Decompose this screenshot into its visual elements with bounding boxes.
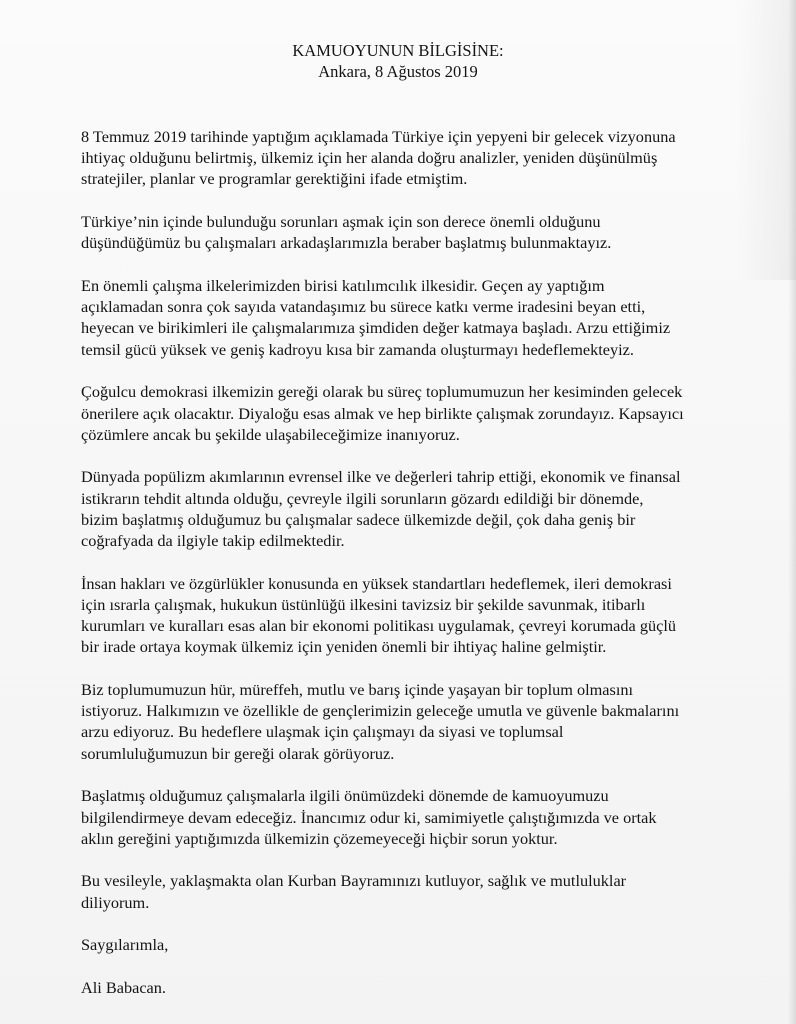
paragraph	[81, 870, 731, 912]
text-line: için ısrarla çalışmak, hukukun üstünlüğü ilkesini tavizsiz bir şekilde savunmak, itibarlı	[81, 594, 646, 614]
text-line: Bu vesileyle, yaklaşmakta olan Kurban Bayramınızı kutluyor, sağlık ve mutluluklar	[81, 871, 627, 891]
page-edge	[788, 0, 796, 1024]
place-date: Ankara, 8 Ağustos 2019	[318, 62, 478, 81]
text-line: stratejiler, planlar ve programlar gerektiğini ifade etmiştim.	[81, 169, 468, 189]
paragraph-list	[81, 126, 731, 913]
text-line: düşündüğümüz bu çalışmaları arkadaşlarımızla beraber başlatmış bulunmaktayız.	[81, 233, 612, 253]
text-line: kurumları ve kuralları esas alan bir ekonomi politikası uygulamak, çevreyi korumada güçlü	[81, 616, 676, 636]
text-line: 8 Temmuz 2019 tarihinde yaptığım açıklamada Türkiye için yepyeni bir gelecek vizyonuna	[81, 127, 676, 146]
letter-body	[81, 126, 731, 998]
text-line: temsil gücü yüksek ve geniş kadroyu kısa bir zamanda oluşturmayı hedeflemekteyiz.	[81, 339, 634, 359]
paragraph	[81, 466, 731, 551]
paragraph	[81, 126, 731, 190]
letter-header	[0, 40, 796, 82]
closing-line: Saygılarımla,	[81, 935, 169, 955]
text-line: arzu ediyoruz. Bu hedeflere ulaşmak için çalışmayı da siyasi ve toplumsal	[81, 722, 564, 742]
paragraph	[81, 785, 731, 849]
text-line: sorumluluğumuzun bir gereği olarak görüyoruz.	[81, 743, 395, 763]
text-line: bizim başlatmış olduğumuz bu çalışmalar sadece ülkemizde değil, çok daha geniş bir	[81, 509, 636, 529]
text-line: açıklamadan sonra çok sayıda vatandaşımız bu sürece katkı verme iradesini beyan etti,	[81, 297, 646, 317]
text-line: istiyoruz. Halkımızın ve özellikle de gençlerimizin geleceğe umutla ve güvenle bakmalarını	[81, 701, 680, 721]
text-line: ihtiyaç olduğunu belirtmiş, ülkemiz için her alanda doğru analizler, yeniden düşünülmüş	[81, 148, 658, 168]
text-line: Türkiye’nin içinde bulunduğu sorunları aşmak için son derece önemli olduğunu	[81, 212, 601, 232]
paragraph	[81, 275, 731, 360]
text-line: Başlatmış olduğumuz çalışmalarla ilgili önümüzdeki dönemde de kamuoyumuzu	[81, 786, 609, 806]
text-line: Dünyada popülizm akımlarının evrensel ilke ve değerleri tahrip ettiği, ekonomik ve finansal	[81, 467, 681, 487]
text-line: önerilere açık olacaktır. Diyaloğu esas almak ve hep birlikte çalışmak zorundayız. Kapsayıcı	[81, 403, 684, 423]
text-line: istikrarın tehdit altında olduğu, çevreyle ilgili sorunların gözardı edildiği bir dönemde,	[81, 488, 644, 508]
text-line: bilgilendirmeye devam edeceğiz. İnancımız odur ki, samimiyetle çalıştığımızda ve ortak	[81, 807, 657, 827]
paragraph	[81, 381, 731, 445]
paragraph	[81, 211, 731, 253]
text-line: çözümlere ancak bu şekilde ulaşabileceğimize inanıyoruz.	[81, 424, 460, 444]
text-line: İnsan hakları ve özgürlükler konusunda en yüksek standartları hedeflemek, ileri demokrasi	[81, 573, 672, 593]
text-line: Biz toplumumuzun hür, müreffeh, mutlu ve barış içinde yaşayan bir toplum olmasını	[81, 680, 634, 700]
signature: Ali Babacan.	[81, 978, 166, 998]
text-line: Çoğulcu demokrasi ilkemizin gereği olarak bu süreç toplumumuzun her kesiminden gelecek	[81, 382, 683, 402]
text-line: aklın gereğini yaptığımızda ülkemizin çözemeyeceği hiçbir sorun yoktur.	[81, 828, 558, 848]
paragraph	[81, 573, 731, 658]
text-line: heyecan ve birikimleri ile çalışmalarımıza şimdiden değer katmaya başladı. Arzu ettiğimiz	[81, 318, 671, 338]
text-line: diliyorum.	[81, 892, 150, 912]
letter-title: KAMUOYUNUN BİLGİSİNE:	[292, 41, 504, 60]
text-line: En önemli çalışma ilkelerimizden birisi katılımcılık ilkesidir. Geçen ay yaptığım	[81, 276, 605, 296]
paragraph	[81, 679, 731, 764]
text-line: coğrafyada da ilgiyle takip edilmektedir.	[81, 531, 345, 551]
text-line: bir irade ortaya koymak ülkemiz için yeniden önemli bir ihtiyaç haline gelmiştir.	[81, 637, 607, 657]
